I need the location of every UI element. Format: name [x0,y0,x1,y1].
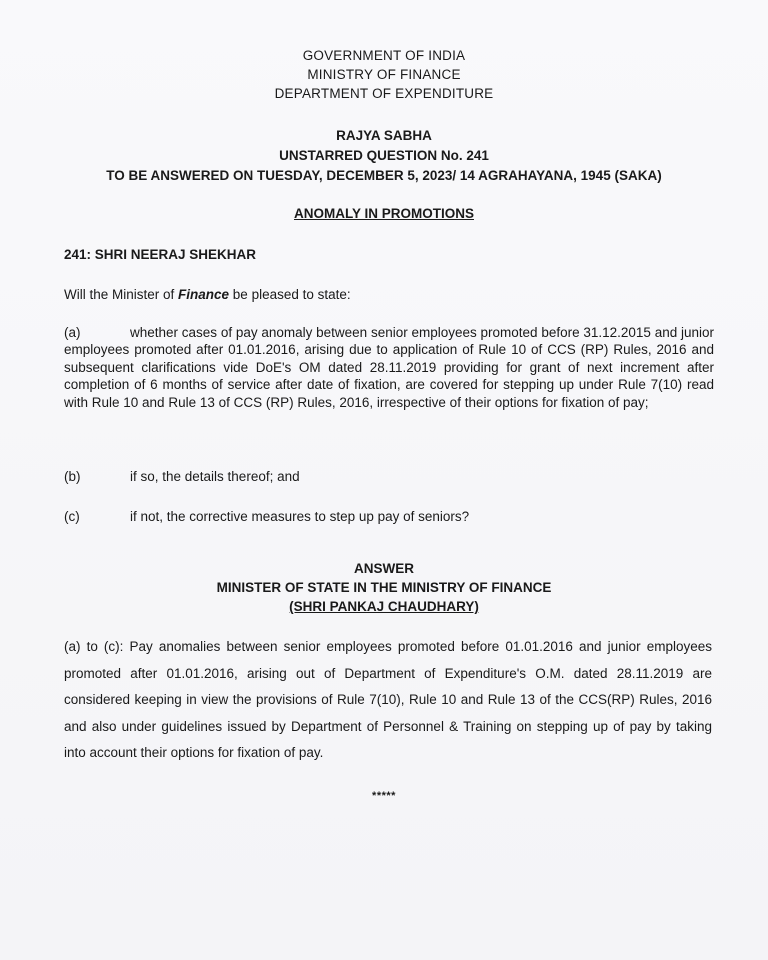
intro-after: be pleased to state: [229,287,351,302]
question-header [0,126,768,186]
answer-text: (a) to (c): Pay anomalies between senior employees promoted before 01.01.2016 and junior employees promoted after 01.01.2016, arising out of Department of Expenditure's O.M. dated 28.11.2019 are considered keeping in view the provisions of Rule 7(10), Rule 10 and Rule 13 of the CCS(RP) Rules, 2016 and also under guidelines issued by Department of Personnel & Training on stepping up of pay by taking into account their options for fixation of pay. [64,639,712,760]
question-number: UNSTARRED QUESTION No. 241 [279,148,489,163]
answer-header [0,559,768,616]
department-line: DEPARTMENT OF EXPENDITURE [274,86,494,101]
question-a-label: (a) [64,325,81,340]
question-c-label: (c) [64,509,80,524]
house-name: RAJYA SABHA [336,128,432,143]
question-a [64,324,714,411]
member-name: 241: SHRI NEERAJ SHEKHAR [64,247,257,262]
question-c-text: if not, the corrective measures to step up pay of seniors? [130,509,470,524]
answer-minister: MINISTER OF STATE IN THE MINISTRY OF FINANCE [216,580,552,595]
subject-title [0,206,768,221]
answer-heading: ANSWER [354,561,414,576]
question-a-text: whether cases of pay anomaly between senior employees promoted before 31.12.2015 and junior employees promoted after 01.01.2016, arising due to application of Rule 10 of CCS (RP) Rules, 2016 and subsequent clarifications vide DoE's OM dated 28.11.2019 providing for grant of next increment after completion of 6 months of service after date of fixation, are covered for stepping up under Rule 7(10) read with Rule 10 and Rule 13 of CCS (RP) Rules, 2016, irrespective of their options for fixation of pay; [64,325,714,410]
ministry-line: MINISTRY OF FINANCE [307,67,461,82]
subject-text: ANOMALY IN PROMOTIONS [293,206,474,221]
question-b-label: (b) [64,469,81,484]
intro-before: Will the Minister of [64,287,179,302]
answer-minister-name: (SHRI PANKAJ CHAUDHARY) [289,599,479,614]
department-header [0,46,768,103]
question-c [64,508,714,525]
answer-date: TO BE ANSWERED ON TUESDAY, DECEMBER 5, 2023/ 14 AGRAHAYANA, 1945 (SAKA) [106,168,662,183]
question-b-text: if so, the details thereof; and [130,469,300,484]
intro-ministry: Finance [178,287,230,302]
end-mark: ***** [372,790,396,802]
intro-line [64,287,351,302]
government-line: GOVERNMENT OF INDIA [302,48,466,63]
question-b [64,468,714,485]
